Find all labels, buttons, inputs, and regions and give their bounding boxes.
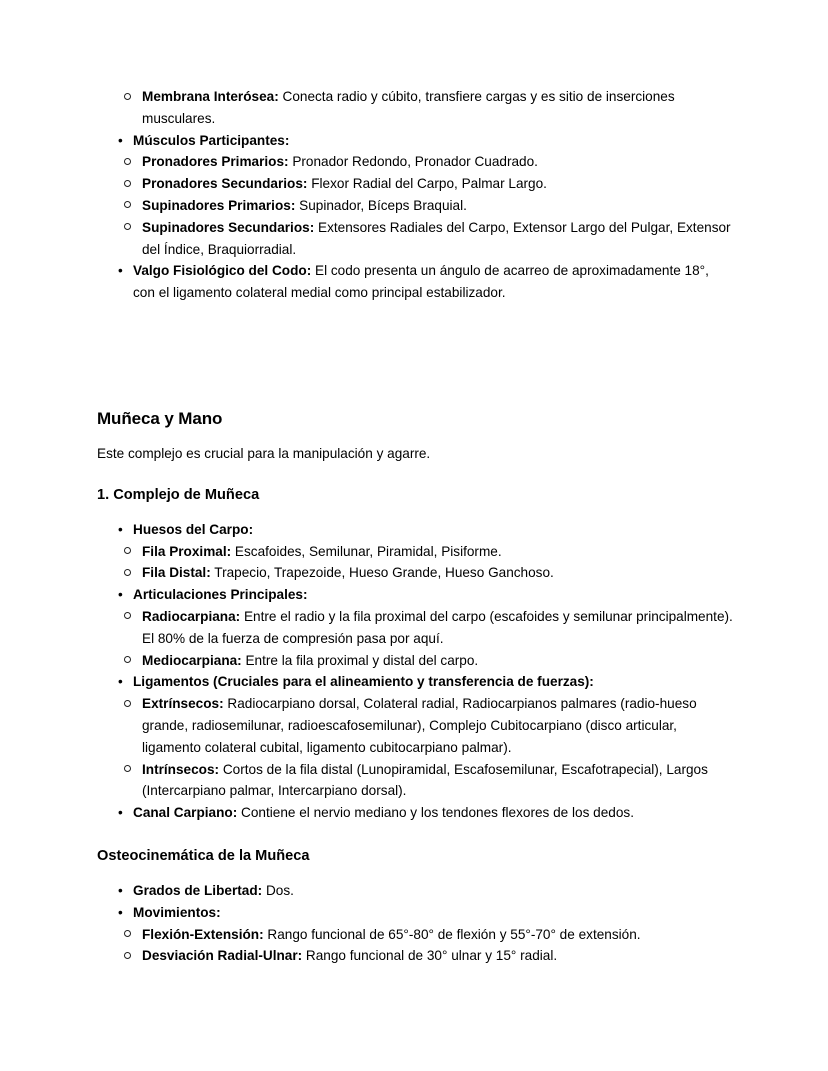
- list-item-label: Fila Proximal:: [142, 543, 232, 559]
- intro-paragraph: Este complejo es crucial para la manipulación y agarre.: [97, 445, 431, 461]
- list-item-text: Flexor Radial del Carpo, Palmar Largo.: [307, 176, 547, 192]
- list-item-text: Entre la fila proximal y distal del carpo.: [241, 652, 479, 668]
- circle-bullet-icon: [124, 656, 131, 663]
- circle-bullet-icon: [124, 700, 131, 707]
- list-item-text: Rango funcional de 65°-80° de flexión y 55°-70° de extensión.: [263, 926, 641, 942]
- list-item-text: Supinador, Bíceps Braquial.: [295, 197, 467, 213]
- osteokinematics-section: [97, 846, 733, 967]
- spacer: [97, 506, 733, 519]
- list-item: [97, 541, 733, 563]
- list-item-label: Movimientos:: [133, 904, 221, 920]
- disc-bullet-icon: •: [118, 904, 123, 920]
- list-item-label: Desviación Radial-Ulnar:: [142, 948, 303, 964]
- circle-bullet-icon: [124, 612, 131, 619]
- circle-bullet-icon: [124, 201, 131, 208]
- list-item-label: Intrínsecos:: [142, 761, 220, 777]
- list-item-text: Escafoides, Semilunar, Piramidal, Pisiforme.: [231, 543, 502, 559]
- list-level1: [97, 880, 733, 924]
- list-item: [97, 195, 733, 217]
- list-item: [97, 902, 733, 924]
- list-item: [97, 86, 733, 130]
- list-item-label: Membrana Interósea:: [142, 89, 279, 104]
- list-item: [97, 562, 733, 584]
- list-item: [97, 606, 733, 650]
- list-item-text: Rango funcional de 30° ulnar y 15° radial.: [302, 948, 558, 964]
- list-item-label: Supinadores Secundarios:: [142, 219, 315, 235]
- disc-bullet-icon: •: [118, 263, 123, 279]
- list-item-label: Músculos Participantes:: [133, 132, 290, 148]
- disc-bullet-icon: •: [118, 521, 123, 537]
- list-item: [97, 650, 733, 672]
- list-item-text: Extensores Radiales del Carpo, Extensor Largo del Pulgar, Extensor del Índice, Braquiorradial.: [142, 219, 731, 257]
- list-level2: [97, 693, 733, 802]
- list-level1: [97, 260, 733, 304]
- list-item-text: Pronador Redondo, Pronador Cuadrado.: [288, 154, 538, 170]
- list-item: [97, 584, 733, 606]
- list-level2: [97, 151, 733, 260]
- spacer: [97, 867, 733, 880]
- circle-bullet-icon: [124, 223, 131, 230]
- list-item-label: Fila Distal:: [142, 565, 211, 581]
- list-level1: [97, 802, 733, 824]
- list-item-text: Contiene el nervio mediano y los tendones flexores de los dedos.: [237, 805, 634, 821]
- list-item-label: Supinadores Primarios:: [142, 197, 296, 213]
- list-level1: [97, 671, 733, 693]
- list-item-label: Ligamentos (Cruciales para el alineamiento y transferencia de fuerzas):: [133, 674, 594, 690]
- list-item-label: Valgo Fisiológico del Codo:: [133, 263, 312, 279]
- spacer: [97, 465, 733, 485]
- list-level1: [97, 130, 733, 152]
- list-item-text: Entre el radio y la fila proximal del carpo (escafoides y semilunar principalmente). El 80% de la fuerza de compresión pasa por aquí.: [142, 608, 733, 646]
- wrist-section: [97, 408, 733, 824]
- circle-bullet-icon: [124, 952, 131, 959]
- circle-bullet-icon: [124, 930, 131, 937]
- disc-bullet-icon: •: [118, 805, 123, 821]
- page-title: Muñeca y Mano: [97, 408, 223, 428]
- list-item-label: Huesos del Carpo:: [133, 521, 254, 537]
- list-level1: [97, 584, 733, 606]
- disc-bullet-icon: •: [118, 587, 123, 603]
- list-level1: [97, 519, 733, 541]
- circle-bullet-icon: [124, 93, 131, 100]
- list-item-text: El codo presenta un ángulo de acarreo de aproximadamente 18°, con el ligamento colateral medial como principal estabilizador.: [133, 263, 709, 301]
- list-level2: [97, 86, 733, 130]
- list-item-text: Conecta radio y cúbito, transfiere cargas y es sitio de inserciones musculares.: [142, 89, 675, 126]
- disc-bullet-icon: •: [118, 674, 123, 690]
- section-heading: Osteocinemática de la Muñeca: [97, 847, 310, 864]
- list-item-label: Flexión-Extensión:: [142, 926, 264, 942]
- elbow-section: [97, 86, 733, 304]
- list-item: [97, 671, 733, 693]
- section-gap: [97, 304, 733, 408]
- list-item-label: Radiocarpiana:: [142, 608, 241, 624]
- list-item: [97, 260, 733, 304]
- section-gap: [97, 824, 733, 846]
- list-level2: [97, 606, 733, 671]
- list-item-text: Dos.: [262, 882, 294, 898]
- circle-bullet-icon: [124, 158, 131, 165]
- circle-bullet-icon: [124, 180, 131, 187]
- list-item: [97, 693, 733, 758]
- list-item-text: Trapecio, Trapezoide, Hueso Grande, Hueso Ganchoso.: [210, 565, 554, 581]
- list-item-label: Extrínsecos:: [142, 696, 224, 712]
- list-item-label: Canal Carpiano:: [133, 805, 238, 821]
- list-item-label: Pronadores Secundarios:: [142, 176, 308, 192]
- list-item: [97, 130, 733, 152]
- list-level2: [97, 924, 733, 968]
- list-item: [97, 945, 733, 967]
- list-item: [97, 173, 733, 195]
- disc-bullet-icon: •: [118, 132, 123, 148]
- list-item: [97, 924, 733, 946]
- list-item-label: Grados de Libertad:: [133, 882, 263, 898]
- circle-bullet-icon: [124, 547, 131, 554]
- list-item: [97, 880, 733, 902]
- circle-bullet-icon: [124, 569, 131, 576]
- circle-bullet-icon: [124, 765, 131, 772]
- list-item-label: Pronadores Primarios:: [142, 154, 289, 170]
- list-item: [97, 151, 733, 173]
- list-item-text: Cortos de la fila distal (Lunopiramidal, Escafosemilunar, Escafotrapecial), Largos (Intercarpiano palmar, Intercarpiano dorsal).: [142, 761, 708, 799]
- document-content: [97, 86, 733, 967]
- list-item: [97, 802, 733, 824]
- list-item-text: Radiocarpiano dorsal, Colateral radial, Radiocarpianos palmares (radio-hueso grande, radiosemilunar, radioescafosemilunar), Complejo Cubitocarpiano (disco articular, ligamento colateral cubital, ligamento cubitocarpiano palmar).: [142, 696, 697, 755]
- list-item-label: Articulaciones Principales:: [133, 587, 308, 603]
- list-level2: [97, 541, 733, 585]
- list-item: [97, 519, 733, 541]
- spacer: [97, 430, 733, 443]
- subsection-heading: 1. Complejo de Muñeca: [97, 486, 260, 503]
- list-item: [97, 217, 733, 261]
- disc-bullet-icon: •: [118, 882, 123, 898]
- list-item: [97, 759, 733, 803]
- list-item-label: Mediocarpiana:: [142, 652, 242, 668]
